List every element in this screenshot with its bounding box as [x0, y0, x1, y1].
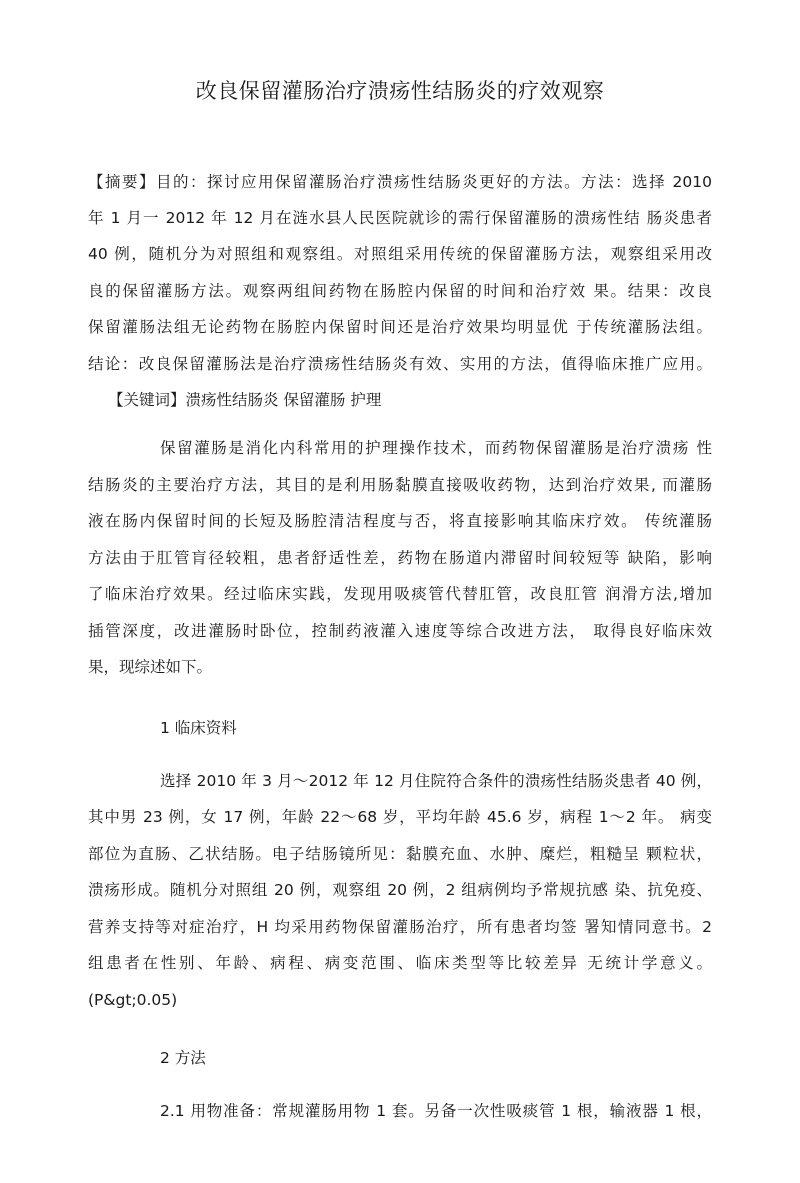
clinical-line-5: 营养支持等对症治疗，H 均采用药物保留灌肠治疗，所有患者均签 署知情同意书。2	[88, 918, 712, 936]
intro-line-3: 液在肠内保留时间的长短及肠腔清洁程度与否，将直接影响其临床疗效。 传统灌肠	[88, 512, 712, 530]
article-title: 改良保留灌肠治疗溃疡性结肠炎的疗效观察	[195, 79, 605, 103]
clinical-line-3: 部位为直肠、乙状结肠。电子结肠镜所见：黏膜充血、水肿、糜烂，粗糙呈 颗粒状，	[88, 845, 712, 863]
abstract-line-6: 结论：改良保留灌肠法是治疗溃疡性结肠炎有效、实用的方法，值得临床推广应用。	[88, 355, 712, 373]
methods-line-1: 2.1 用物准备：常规灌肠用物 1 套。另备一次性吸痰管 1 根，输液器 1 根，	[160, 1102, 712, 1120]
keywords-line: 【关键词】溃疡性结肠炎 保留灌肠 护理	[108, 391, 382, 409]
intro-line-4: 方法由于肛管肓径较粗，患者舒适性差，药物在肠道内滞留时间较短等 缺陷，影响	[88, 549, 712, 567]
intro-line-7: 果，现综述如下。	[88, 658, 213, 676]
clinical-line-4: 溃疡形成。随机分对照组 20 例，观察组 20 例，2 组病例均予常规抗感 染、抗免疫、	[88, 881, 712, 899]
intro-line-6: 插管深度，改进灌肠时卧位，控制药液灌入速度等综合改进方法， 取得良好临床效	[88, 622, 712, 640]
abstract-line-1: 【摘要】目的：探讨应用保留灌肠治疗溃疡性结肠炎更好的方法。方法：选择 2010	[88, 173, 712, 191]
section-heading-methods: 2 方法	[160, 1049, 206, 1067]
abstract-line-3: 40 例，随机分为对照组和观察组。对照组采用传统的保留灌肠方法，观察组采用改	[88, 245, 712, 263]
clinical-line-1: 选择 2010 年 3 月～2012 年 12 月住院符合条件的溃疡性结肠炎患者 40 例，	[160, 772, 712, 790]
clinical-line-7: (P&gt;0.05)	[88, 991, 178, 1009]
abstract-line-5: 保留灌肠法组无论药物在肠腔内保留时间还是治疗效果均明显优 于传统灌肠法组。	[88, 318, 712, 336]
section-heading-clinical-data: 1 临床资料	[160, 719, 237, 737]
abstract-line-4: 良的保留灌肠方法。观察两组间药物在肠腔内保留的时间和治疗效 果。结果：改良	[88, 282, 712, 300]
abstract-line-2: 年 1 月一 2012 年 12 月在涟水县人民医院就诊的需行保留灌肠的溃疡性结 肠炎患者	[88, 209, 712, 227]
clinical-line-6: 组患者在性别、年龄、病程、病变范围、临床类型等比较差异 无统计学意义。	[88, 954, 712, 972]
intro-line-5: 了临床治疗效果。经过临床实践，发现用吸痰管代替肛管，改良肛管 润滑方法,增加	[88, 585, 712, 603]
intro-line-1: 保留灌肠是消化内科常用的护理操作技术，而药物保留灌肠是治疗溃疡 性	[160, 439, 712, 457]
intro-line-2: 结肠炎的主要治疗方法，其目的是利用肠黏膜直接吸收药物，达到治疗效果, 而灌肠	[88, 476, 712, 494]
clinical-line-2: 其中男 23 例，女 17 例，年龄 22～68 岁，平均年龄 45.6 岁，病程 1～2 年。 病变	[88, 808, 712, 826]
